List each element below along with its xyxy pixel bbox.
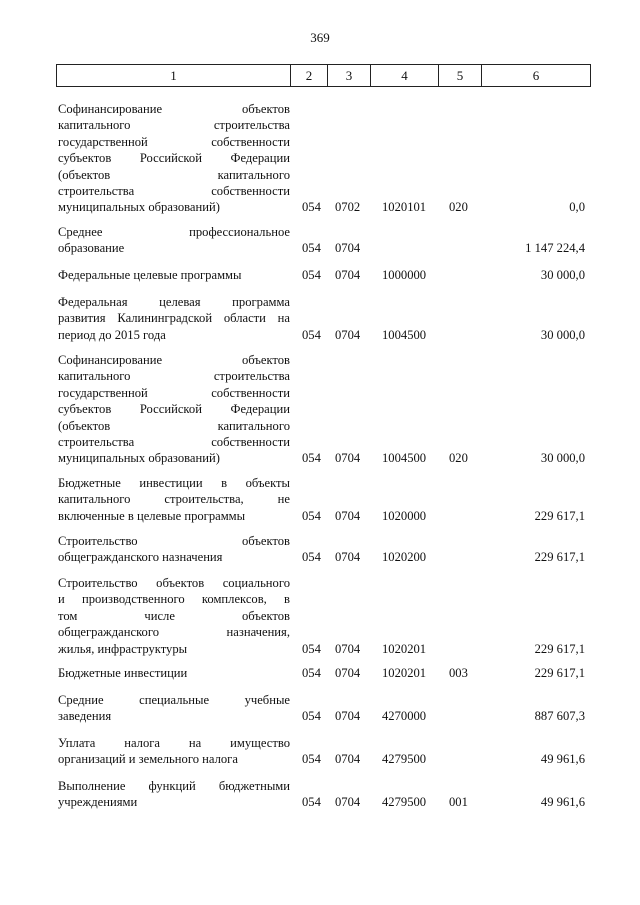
description-line: период до 2015 года bbox=[58, 327, 166, 342]
cell-c2: 054 bbox=[302, 709, 321, 724]
column-header-5: 5 bbox=[439, 65, 482, 87]
row-description bbox=[58, 533, 290, 566]
cell-c4: 1020201 bbox=[382, 641, 427, 656]
cell-c6: 229 617,1 bbox=[534, 550, 585, 565]
cell-c2: 054 bbox=[302, 665, 321, 680]
table-row bbox=[0, 101, 640, 216]
cell-c6: 30 000,0 bbox=[540, 267, 585, 282]
cell-c2: 054 bbox=[302, 451, 321, 466]
table-row bbox=[0, 575, 640, 657]
cell-c2: 054 bbox=[302, 241, 321, 256]
table-row bbox=[0, 778, 640, 811]
cell-c6: 229 617,1 bbox=[534, 641, 585, 656]
table-row bbox=[0, 294, 640, 343]
row-description bbox=[58, 267, 290, 283]
cell-c5: 020 bbox=[449, 200, 468, 215]
cell-c3: 0702 bbox=[335, 200, 361, 215]
cell-c6: 1 147 224,4 bbox=[525, 241, 585, 256]
row-description bbox=[58, 692, 290, 725]
description-line: субъектов Российской Федерации bbox=[58, 151, 290, 166]
row-description bbox=[58, 475, 290, 524]
column-header-4: 4 bbox=[371, 65, 439, 87]
cell-c5: 020 bbox=[449, 451, 468, 466]
description-line: капитального строительства, не bbox=[58, 492, 290, 507]
description-line: капитального строительства bbox=[58, 369, 290, 384]
table-row bbox=[0, 475, 640, 524]
cell-c3: 0704 bbox=[335, 665, 361, 680]
cell-c4: 1020000 bbox=[382, 508, 427, 523]
cell-c3: 0704 bbox=[335, 550, 361, 565]
description-line: строительства собственности bbox=[58, 184, 290, 199]
cell-c4: 1000000 bbox=[382, 267, 427, 282]
description-line: муниципальных образований) bbox=[58, 200, 220, 215]
cell-c4: 4279500 bbox=[382, 795, 427, 810]
cell-c2: 054 bbox=[302, 795, 321, 810]
page-number: 369 bbox=[310, 30, 330, 45]
description-line: включенные в целевые программы bbox=[58, 508, 246, 523]
cell-c2: 054 bbox=[302, 641, 321, 656]
description-line: общегражданского назначения, bbox=[58, 625, 290, 640]
table-row bbox=[0, 224, 640, 257]
cell-c3: 0704 bbox=[335, 508, 361, 523]
description-line: государственной собственности bbox=[58, 385, 290, 400]
description-line: Федеральные целевые программы bbox=[58, 268, 242, 282]
row-description bbox=[58, 778, 290, 811]
cell-c4: 1004500 bbox=[382, 327, 427, 342]
description-line: образование bbox=[58, 241, 125, 256]
description-line: Федеральная целевая программа bbox=[58, 295, 290, 309]
cell-c2: 054 bbox=[302, 508, 321, 523]
description-line: капитального строительства bbox=[58, 118, 290, 133]
cell-c2: 054 bbox=[302, 327, 321, 342]
cell-c3: 0704 bbox=[335, 241, 361, 256]
cell-c3: 0704 bbox=[335, 752, 361, 767]
description-line: Уплата налога на имущество bbox=[58, 736, 290, 750]
row-description bbox=[58, 735, 290, 768]
column-header-row bbox=[56, 64, 591, 87]
cell-c3: 0704 bbox=[335, 327, 361, 342]
description-line: развития Калининградской области на bbox=[58, 311, 290, 326]
description-line: Строительство объектов bbox=[58, 534, 290, 548]
column-header-6: 6 bbox=[482, 65, 591, 87]
column-header-1: 1 bbox=[57, 65, 291, 87]
cell-c6: 49 961,6 bbox=[540, 795, 585, 810]
cell-c3: 0704 bbox=[335, 451, 361, 466]
cell-c4: 4279500 bbox=[382, 752, 427, 767]
column-header-2: 2 bbox=[291, 65, 328, 87]
row-description bbox=[58, 224, 290, 257]
description-line: государственной собственности bbox=[58, 134, 290, 149]
cell-c3: 0704 bbox=[335, 267, 361, 282]
description-line: жилья, инфраструктуры bbox=[58, 641, 188, 656]
description-line: заведения bbox=[58, 709, 112, 724]
description-line: Строительство объектов социального bbox=[58, 576, 290, 590]
cell-c6: 30 000,0 bbox=[540, 327, 585, 342]
description-line: Выполнение функций бюджетными bbox=[58, 779, 290, 793]
cell-c4: 1020101 bbox=[382, 200, 427, 215]
description-line: Софинансирование объектов bbox=[58, 102, 290, 116]
cell-c3: 0704 bbox=[335, 641, 361, 656]
cell-c6: 229 617,1 bbox=[534, 665, 585, 680]
row-description bbox=[58, 101, 290, 216]
table-row bbox=[0, 533, 640, 566]
description-line: субъектов Российской Федерации bbox=[58, 402, 290, 417]
description-line: том числе объектов bbox=[58, 608, 290, 623]
cell-c2: 054 bbox=[302, 752, 321, 767]
table-row bbox=[0, 735, 640, 768]
cell-c4: 1020201 bbox=[382, 665, 427, 680]
cell-c6: 887 607,3 bbox=[534, 709, 585, 724]
cell-c5: 003 bbox=[449, 665, 468, 680]
row-description bbox=[58, 665, 290, 681]
description-line: Среднее профессиональное bbox=[58, 225, 290, 239]
description-line: муниципальных образований) bbox=[58, 451, 220, 466]
cell-c5: 001 bbox=[449, 795, 468, 810]
cell-c3: 0704 bbox=[335, 709, 361, 724]
description-line: Бюджетные инвестиции в объекты bbox=[58, 476, 290, 490]
cell-c6: 30 000,0 bbox=[540, 451, 585, 466]
cell-c6: 49 961,6 bbox=[540, 752, 585, 767]
row-description bbox=[58, 294, 290, 343]
cell-c2: 054 bbox=[302, 267, 321, 282]
description-line: Бюджетные инвестиции bbox=[58, 666, 188, 680]
description-line: учреждениями bbox=[58, 795, 138, 810]
description-line: и производственного комплексов, в bbox=[58, 592, 290, 607]
description-line: организаций и земельного налога bbox=[58, 752, 238, 767]
cell-c6: 229 617,1 bbox=[534, 508, 585, 523]
table-row bbox=[0, 352, 640, 467]
table-row bbox=[0, 267, 640, 283]
cell-c2: 054 bbox=[302, 550, 321, 565]
table-row bbox=[0, 665, 640, 681]
description-line: Средние специальные учебные bbox=[58, 693, 290, 707]
description-line: (объектов капитального bbox=[58, 418, 290, 433]
description-line: общегражданского назначения bbox=[58, 550, 223, 565]
description-line: строительства собственности bbox=[58, 435, 290, 450]
cell-c3: 0704 bbox=[335, 795, 361, 810]
row-description bbox=[58, 352, 290, 467]
cell-c4: 1004500 bbox=[382, 451, 427, 466]
cell-c2: 054 bbox=[302, 200, 321, 215]
row-description bbox=[58, 575, 290, 657]
column-header-3: 3 bbox=[328, 65, 371, 87]
description-line: Софинансирование объектов bbox=[58, 353, 290, 367]
description-line: (объектов капитального bbox=[58, 167, 290, 182]
cell-c4: 4270000 bbox=[382, 709, 427, 724]
table-row bbox=[0, 692, 640, 725]
cell-c6: 0,0 bbox=[569, 200, 585, 215]
cell-c4: 1020200 bbox=[382, 550, 427, 565]
